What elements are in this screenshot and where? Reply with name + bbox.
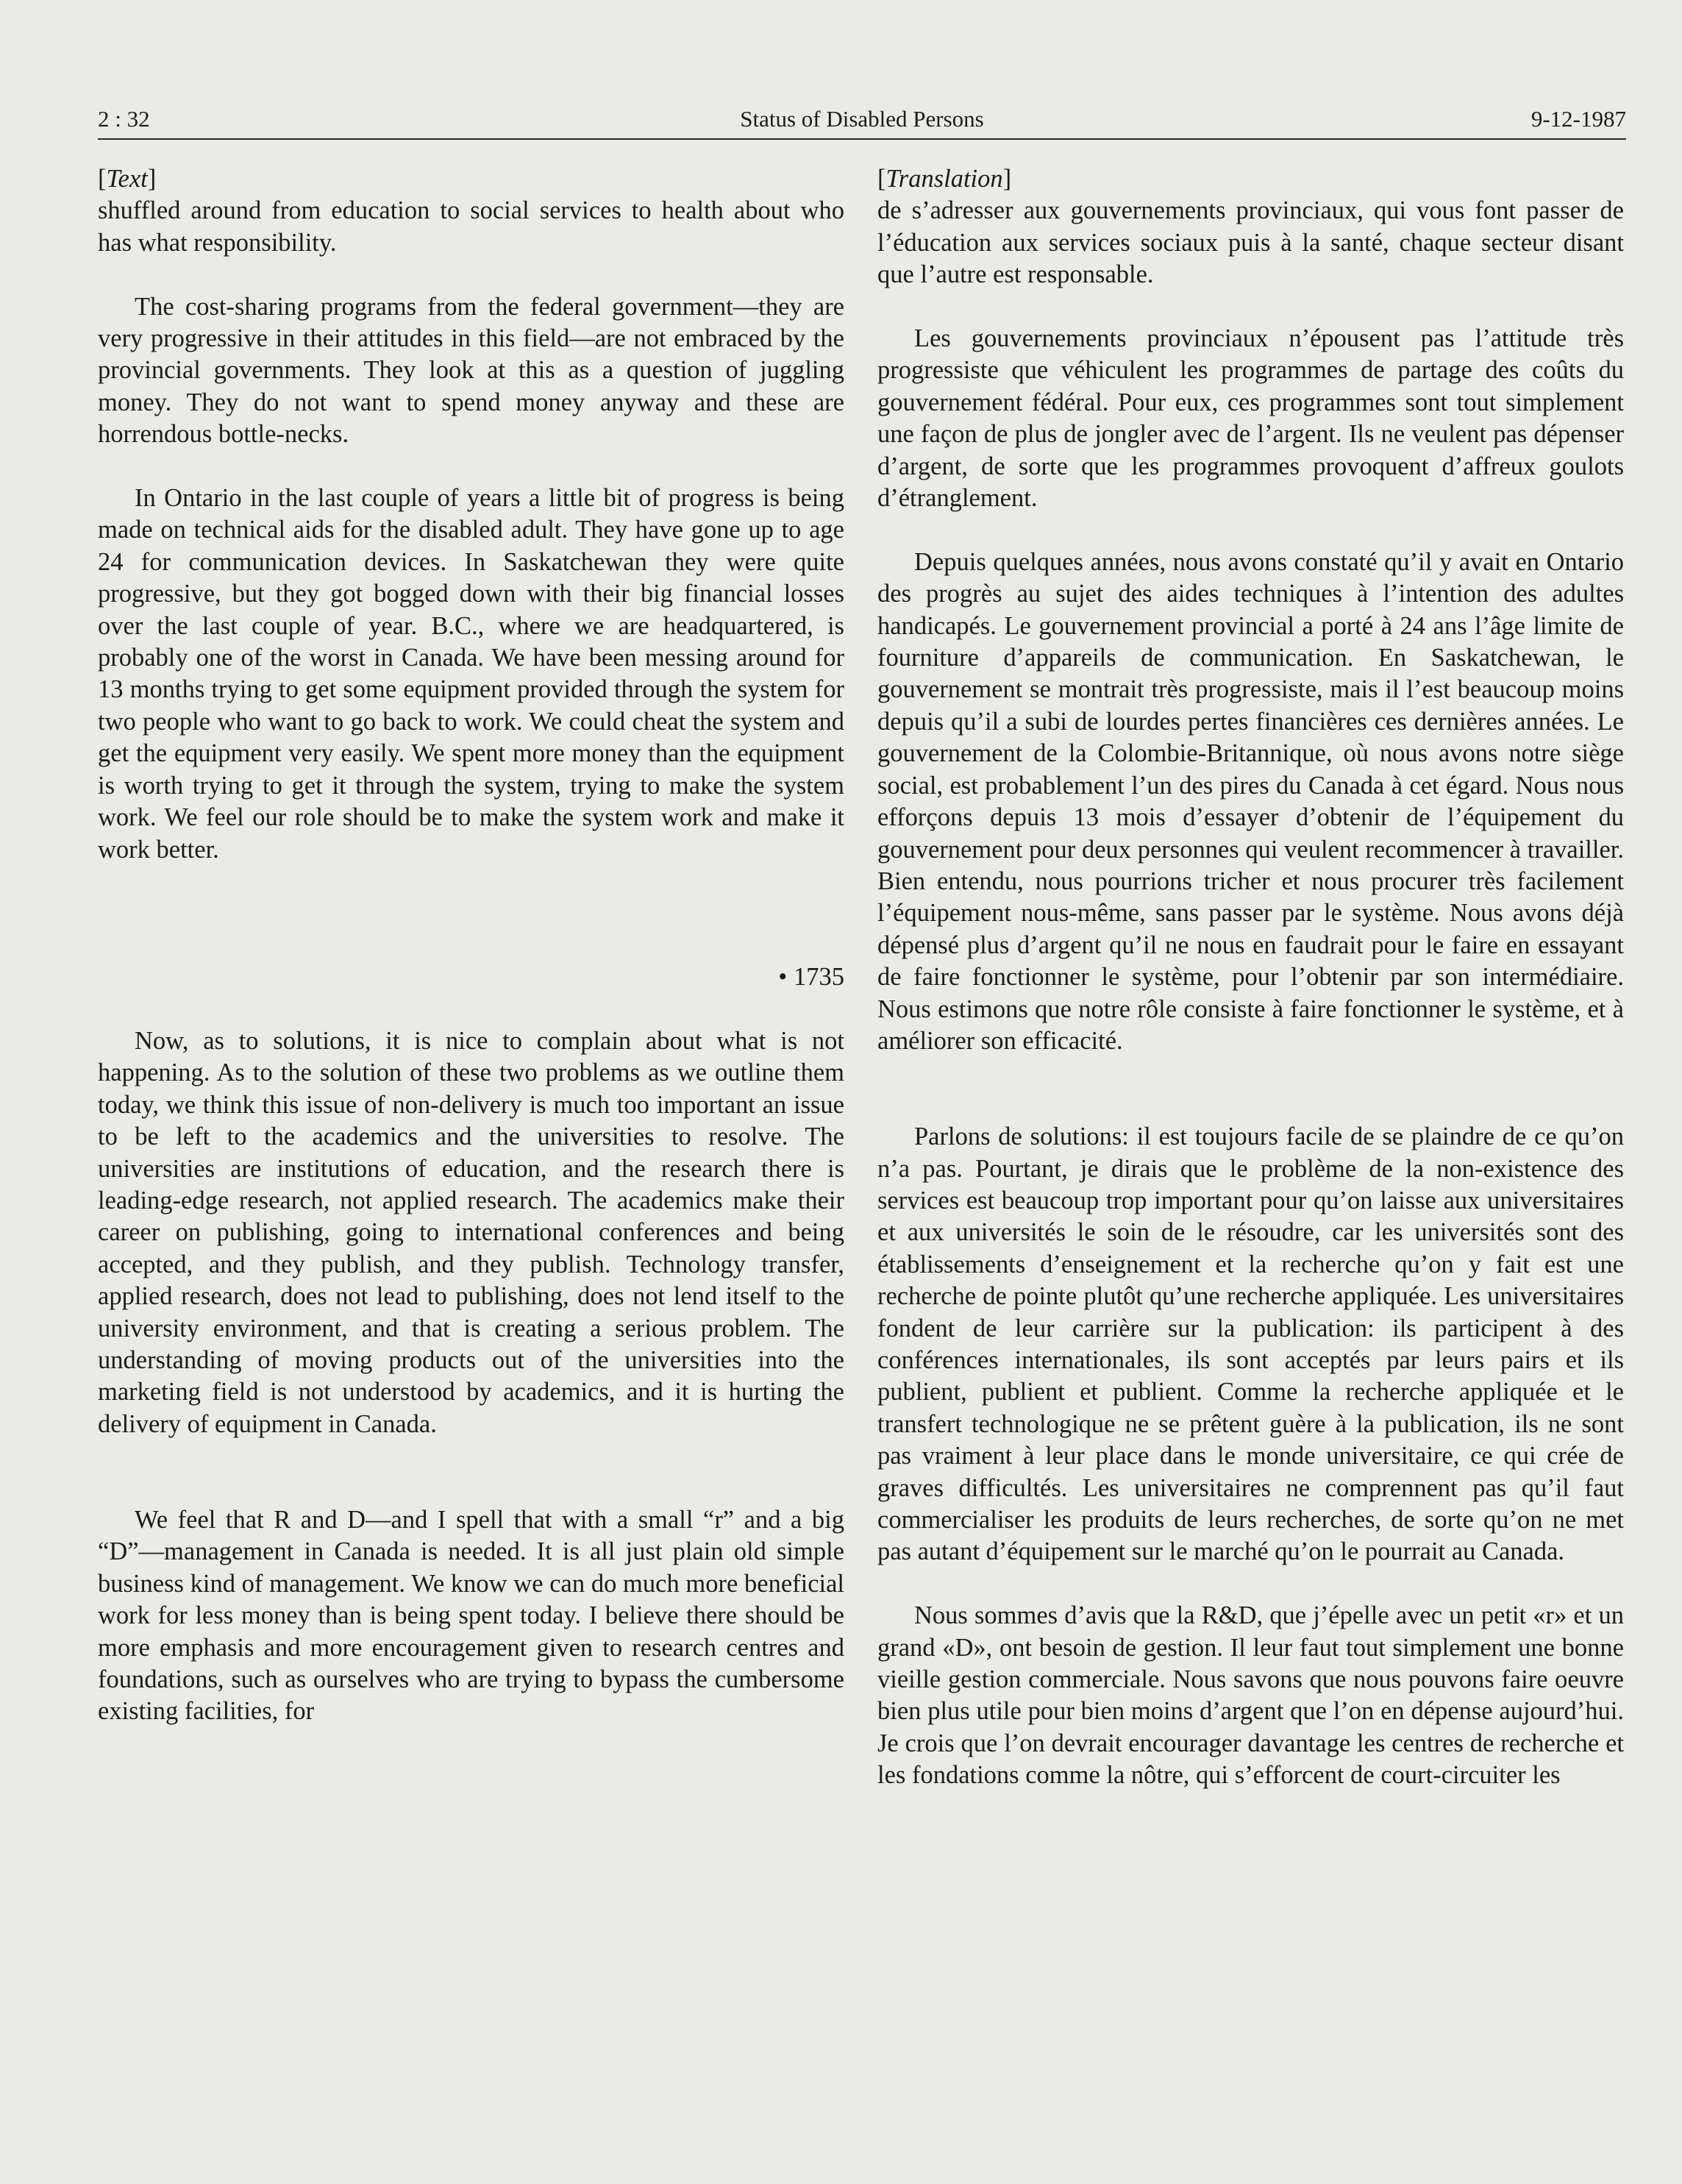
english-column: [98, 163, 844, 1760]
running-title: Status of Disabled Persons: [740, 106, 984, 132]
french-column: [877, 163, 1624, 1824]
paragraph: shuffled around from education to social services to health about who has what responsibility.: [98, 196, 844, 257]
text-label: [Text]: [98, 165, 157, 193]
page-header: [98, 103, 1626, 140]
paragraph: Nous sommes d’avis que la R&D, que j’épelle avec un petit «r» et un grand «D», ont besoin de gestion. Il leur faut tout simplement une bonne vieille gestion commerciale. Nous savons que nous pouvons faire oeuvre bien plus utile pour bien moins d’argent que l’on en dépense aujourd’hui. Je crois que l’on devrait encourager davantage les centres de recherche et les fondations comme la nôtre, qui s’efforcent de court-circuiter les: [877, 1601, 1624, 1790]
header-rule: [98, 138, 1626, 140]
paragraph: In Ontario in the last couple of years a little bit of progress is being made on technical aids for the disabled adult. They have gone up to age 24 for communication devices. In Saskatchewan they were quite progressive, but they got bogged down with their big financial losses over the last couple of year. B.C., where we are headquartered, is probably one of the worst in Canada. We have been messing around for 13 months trying to get some equipment provided through the system for two people who want to go back to work. We could cheat the system and get the equipment very easily. We spent more money than the equipment is worth trying to get it through the system, trying to make the system work. We feel our role should be to make the system work and make it work better.: [98, 484, 844, 864]
paragraph: Depuis quelques années, nous avons constaté qu’il y avait en Ontario des progrès au sujet des aides techniques à l’intention des adultes handicapés. Le gouvernement provincial a porté à 24 ans l’âge limite de fourniture d’appareils de communication. En Saskatchewan, le gouvernement se montrait très progressiste, mais il l’est beaucoup moins depuis qu’il a subi de lourdes pertes financières ces dernières années. Le gouvernement de la Colombie-Britannique, où nous avons notre siège social, est probablement l’un des pires du Canada à cet égard. Nous nous efforçons depuis 13 mois d’essayer d’obtenir de l’équipement du gouvernement pour deux personnes qui veulent recommencer à travailler. Bien entendu, nous pourrions tricher et nous procurer très facilement l’équipement nous-même, sans passer par le système. Nous avons déjà dépensé plus d’argent qu’il ne nous en faudrait pour le faire en essayant de faire fonctionner le système, pour l’obtenir par son intermédiaire. Nous estimons que notre rôle consiste à faire fonctionner le système, et à améliorer son efficacité.: [877, 547, 1624, 1055]
paragraph: We feel that R and D—and I spell that with a small “r” and a big “D”—management in Canada is needed. It is all just plain old simple business kind of management. We know we can do much more beneficial work for less money than is being spent today. I believe there should be more emphasis and more encouragement given to research centres and foundations, such as ourselves who are trying to bypass the cumbersome existing facilities, for: [98, 1505, 844, 1726]
timestamp: • 1735: [778, 963, 844, 992]
paragraph: Parlons de solutions: il est toujours facile de se plaindre de ce qu’on n’a pas. Pourtant, je dirais que le problème de la non-existence des services est beaucoup trop important pour qu’on laisse aux universitaires et aux universités le soin de le résoudre, car les universités sont des établissements d’enseignement et la recherche qu’on y fait est une recherche de pointe plutôt qu’une recherche appliquée. Les universitaires fondent de leur carrière sur la publication: ils participent à des conférences internationales, ils sont acceptés par leurs pairs et ils publient, publient et publient. Comme la recherche appliquée et le transfert technologique ne se prêtent guère à la publication, ils ne sont pas vraiment à leur place dans le monde universitaire, ce qui crée de graves difficultés. Les universitaires ne comprennent pas qu’il faut commercialiser les produits de leurs recherches, de sorte qu’on ne met pas autant d’équipement sur le marché qu’on le pourrait au Canada.: [877, 1123, 1624, 1566]
paragraph: The cost-sharing programs from the federal government—they are very progressive in their attitudes in this field—are not embraced by the provincial governments. They look at this as a question of juggling money. They do not want to spend money anyway and these are horrendous bottle-necks.: [98, 292, 844, 449]
paragraph: Now, as to solutions, it is nice to complain about what is not happening. As to the solution of these two problems as we outline them today, we think this issue of non-delivery is much too important an issue to be left to the academics and the universities to resolve. The universities are institutions of education, and the research there is leading-edge research, not applied research. The academics make their career on publishing, going to international conferences and being accepted, and they publish, and they publish. Technology transfer, applied research, does not lead to publishing, does not lend itself to the university environment, and that is creating a serious problem. The understanding of moving products out of the universities into the marketing field is not understood by academics, and it is hurting the delivery of equipment in Canada.: [98, 1026, 844, 1438]
paragraph: Les gouvernements provinciaux n’épousent pas l’attitude très progressiste que véhiculent les programmes de partage des coûts du gouvernement fédéral. Pour eux, ces programmes sont tout simplement une façon de plus de jongler avec de l’argent. Ils ne veulent pas dépenser d’argent, de sorte que les programmes provoquent d’affreux goulots d’étranglement.: [877, 324, 1624, 513]
translation-label: [Translation]: [877, 165, 1012, 193]
paragraph: de s’adresser aux gouvernements provinciaux, qui vous font passer de l’éducation aux services sociaux puis à la santé, chaque secteur disant que l’autre est responsable.: [877, 196, 1624, 289]
page-number: 2 : 32: [98, 106, 150, 132]
page-date: 9-12-1987: [1530, 106, 1626, 132]
